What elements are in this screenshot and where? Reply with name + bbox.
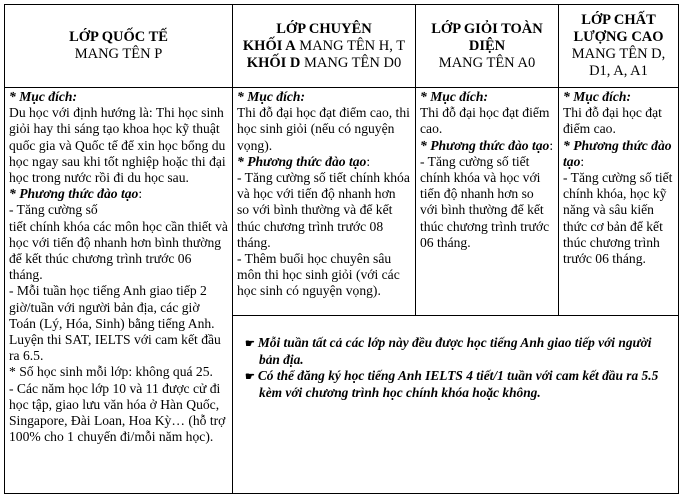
header-specialized	[233, 5, 416, 88]
header-block-a: KHỐI A	[242, 37, 296, 54]
purpose-label: * Mục đích:	[237, 89, 305, 104]
header-title: LỚP CHUYÊN	[276, 20, 372, 37]
purpose-text: Du học với định hướng là: Thi học sinh giỏi hay thi sáng tạo khoa học kỹ thuật quốc gia và Quốc tế để xin học bổng du học ngay sau khi tốt nghiệp hoặc thi đại học trong nước rồi đi du học sau.	[9, 105, 226, 186]
pointing-hand-icon: ☛	[245, 337, 255, 350]
colon: :	[580, 153, 585, 169]
colon: :	[549, 137, 554, 153]
header-title: LỚP QUỐC TẾ	[69, 29, 168, 45]
cell-specialized	[233, 88, 416, 316]
method-item: - Thêm buổi học chuyên sâu môn thi học sinh giỏi (với các học sinh có nguyện vọng).	[237, 251, 400, 299]
class-comparison-table	[4, 4, 679, 494]
header-subtitle: MANG TÊN P	[74, 46, 163, 62]
method-label: * Phương thức đào tạo	[9, 186, 139, 202]
header-block-a-name: MANG TÊN H, T	[295, 37, 406, 54]
header-high-quality	[559, 5, 679, 88]
body-row	[5, 88, 679, 316]
method-item: - Tăng cường số tiết chính khóa và học với tiến độ nhanh hơn so với bình thường để kết thúc chương trình trước 06 tháng.	[420, 153, 550, 250]
method-label: * Phương thức đào tạo	[563, 137, 672, 169]
header-comprehensive	[416, 5, 559, 88]
header-international	[5, 5, 233, 88]
class-size-text: * Số học sinh mỗi lớp: không quá 25.	[9, 364, 213, 380]
note-item	[239, 368, 670, 401]
cell-international	[5, 88, 233, 494]
purpose-text: Thi đỗ đại học đạt điểm cao.	[420, 105, 550, 137]
note-text: Mỗi tuần tất cả các lớp này đều được học tiếng Anh giao tiếp với người bản địa.	[257, 334, 652, 367]
method-item: - Tăng cường số	[9, 202, 98, 218]
header-subtitle: MANG TÊN A0	[438, 54, 536, 71]
header-title: LỚP CHẤT LƯỢNG CAO	[573, 12, 664, 45]
header-row	[5, 5, 679, 88]
purpose-text: Thi đỗ đại học đạt điểm cao, thi học sinh giỏi (nếu có nguyện vọng).	[237, 105, 410, 153]
header-subtitle: MANG TÊN D, D1, A, A1	[571, 46, 666, 79]
method-item-cont: tiết chính khóa các môn học cần thiết và học với tiến độ nhanh hơn bình thường để kết thúc chương trình trước 06 tháng.	[9, 218, 228, 283]
trips-text: - Các năm học lớp 10 và 11 được cử đi học tập, giao lưu văn hóa ở Hàn Quốc, Singapore, Đài Loan, Hoa Kỳ… (hỗ trợ 100% cho 1 chuyến đi/mỗi năm học).	[9, 380, 226, 445]
note-text: Có thể đăng ký học tiếng Anh IELTS 4 tiết/1 tuần với cam kết đầu ra 5.5 kèm với chương trình học chính khóa hoặc không.	[257, 367, 659, 400]
purpose-text: Thi đỗ đại học đạt điểm cao.	[563, 105, 662, 137]
method-label: * Phương thức đào tạo	[237, 153, 367, 169]
purpose-label: * Mục đích:	[563, 89, 631, 104]
colon: :	[138, 186, 143, 202]
method-item: - Tăng cường số tiết chính khóa và học với tiến độ nhanh hơn so với bình thường và để kết thúc chương trình trước 08 tháng.	[237, 170, 410, 250]
pointing-hand-icon: ☛	[245, 370, 255, 383]
method-label: * Phương thức đào tạo	[420, 137, 550, 153]
note-item	[239, 335, 670, 368]
header-title: LỚP GIỎI TOÀN DIỆN	[431, 20, 543, 54]
method-item: - Mỗi tuần học tiếng Anh giao tiếp 2 giờ/tuần với người bản địa, các giờ Toán (Lý, Hóa, Sinh) bằng tiếng Anh. Luyện thi SAT, IELTS với cam kết đầu ra 6.5.	[9, 283, 221, 364]
colon: :	[366, 153, 371, 169]
header-block-d: KHỐI D	[246, 54, 301, 71]
purpose-label: * Mục đích:	[9, 89, 77, 104]
header-block-d-name: MANG TÊN D0	[300, 54, 402, 71]
notes-cell	[233, 316, 679, 494]
cell-high-quality	[559, 88, 679, 316]
purpose-label: * Mục đích:	[420, 89, 488, 104]
cell-comprehensive	[416, 88, 559, 316]
method-item: - Tăng cường số tiết chính khóa, học kỹ năng và sâu kiến thức cơ bản để kết thúc chương trình trước 06 tháng.	[563, 170, 673, 267]
